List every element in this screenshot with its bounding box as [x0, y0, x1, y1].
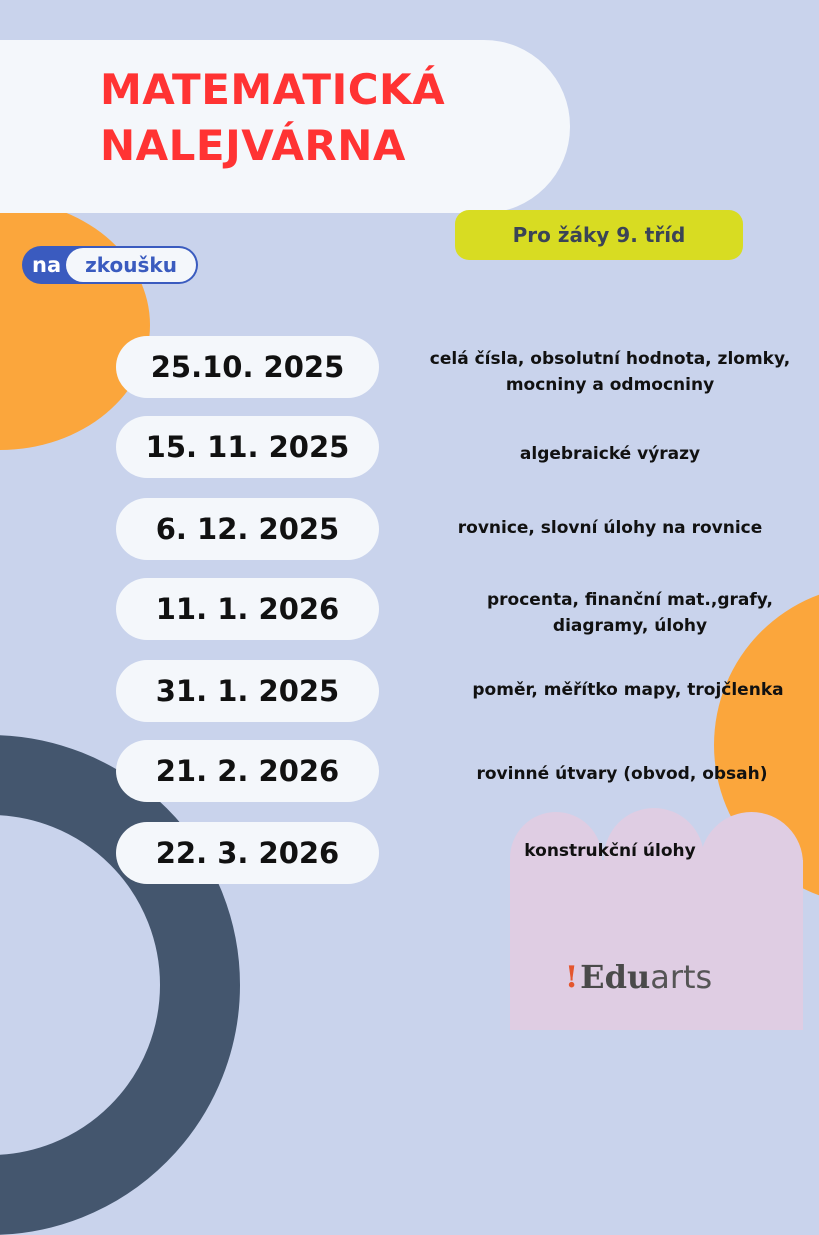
- schedule-date: 11. 1. 2026: [116, 578, 379, 640]
- logo-zkousku-text: zkoušku: [66, 248, 196, 282]
- schedule-topic: konstrukční úlohy: [524, 841, 696, 861]
- schedule-date: 6. 12. 2025: [116, 498, 379, 560]
- schedule-topic: rovnice, slovní úlohy na rovnice: [457, 518, 763, 538]
- schedule-topic: poměr, měřítko mapy, trojčlenka: [472, 680, 784, 700]
- decor-orange-circle-left: [0, 200, 150, 450]
- decor-cloud: [510, 860, 803, 1030]
- schedule-date: 21. 2. 2026: [116, 740, 379, 802]
- decor-dark-ring: [0, 735, 240, 1235]
- logo-na-text: na: [32, 253, 62, 277]
- eduarts-edu-text: Edu: [580, 958, 651, 996]
- schedule-topic: celá čísla, obsolutní hodnota, zlomky, mocniny a odmocniny: [429, 349, 791, 395]
- schedule-date: 22. 3. 2026: [116, 822, 379, 884]
- schedule-date: 15. 11. 2025: [116, 416, 379, 478]
- eduarts-logo: [565, 952, 765, 1002]
- audience-badge: Pro žáky 9. tříd: [455, 210, 743, 260]
- eduarts-arts-text: arts: [650, 958, 713, 996]
- schedule-topic: rovinné útvary (obvod, obsah): [476, 764, 768, 784]
- na-zkousku-logo: [22, 246, 198, 284]
- eduarts-mark-icon: !: [565, 959, 579, 995]
- schedule-topic: algebraické výrazy: [519, 444, 701, 464]
- schedule-date: 31. 1. 2025: [116, 660, 379, 722]
- schedule-date: 25.10. 2025: [116, 336, 379, 398]
- schedule-topic: procenta, finanční mat.,grafy, diagramy, úlohy: [487, 590, 773, 636]
- page-title: MATEMATICKÁ NALEJVÁRNA: [100, 65, 446, 170]
